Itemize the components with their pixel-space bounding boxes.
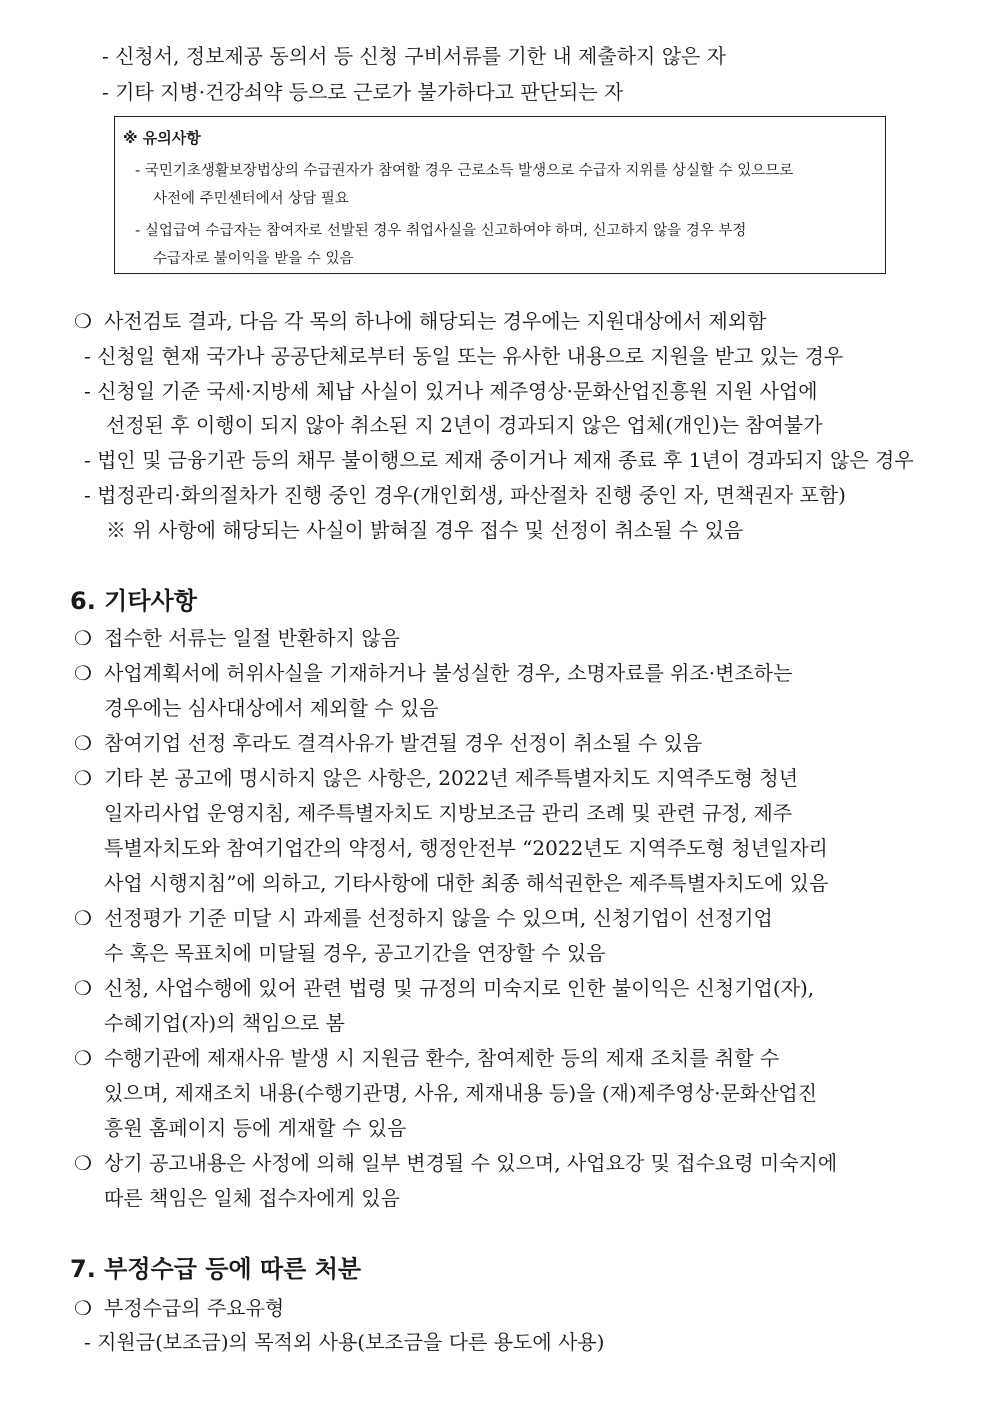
notice-line: - 국민기초생활보장법상의 수급권자가 참여할 경우 근로소득 발생으로 수급자 지위를 상실할 수 있으므로 — [135, 163, 794, 179]
section-6-line: 특별자치도와 참여기업간의 약정서, 행정안전부 “2022년도 지역주도형 청년일자리 — [104, 836, 828, 860]
bullet-circle: ❍ — [74, 766, 92, 790]
requirement-item: - 신청서, 정보제공 동의서 등 신청 구비서류를 기한 내 제출하지 않은 자 — [102, 44, 727, 68]
notice-line: - 실업급여 수급자는 참여자로 선발된 경우 취업사실을 신고하여야 하며, 신고하지 않을 경우 부정 — [135, 223, 747, 239]
exclusion-note: ※ 위 사항에 해당되는 사실이 밝혀질 경우 접수 및 선정이 취소될 수 있음 — [106, 518, 744, 542]
exclusion-lead: 사전검토 결과, 다음 각 목의 하나에 해당되는 경우에는 지원대상에서 제외함 — [104, 309, 767, 333]
notice-line: 사전에 주민센터에서 상담 필요 — [153, 191, 349, 207]
bullet-circle: ❍ — [74, 976, 92, 1000]
notice-title: ※ 유의사항 — [123, 129, 201, 147]
section-6-line: 사업 시행지침”에 의하고, 기타사항에 대한 최종 해석권한은 제주특별자치도에 있음 — [104, 871, 829, 895]
section-6-line: 선정평가 기준 미달 시 과제를 선정하지 않을 수 있으며, 신청기업이 선정기업 — [104, 906, 773, 930]
exclusion-item: - 신청일 현재 국가나 공공단체로부터 동일 또는 유사한 내용으로 지원을 받고 있는 경우 — [84, 344, 844, 368]
bullet-circle: ❍ — [74, 309, 92, 333]
section-6-line: 상기 공고내용은 사정에 의해 일부 변경될 수 있으며, 사업요강 및 접수요령 미숙지에 — [104, 1151, 838, 1175]
section-6-line: 수혜기업(자)의 책임으로 봄 — [104, 1011, 345, 1035]
section-6-line: 접수한 서류는 일절 반환하지 않음 — [104, 626, 400, 650]
bullet-circle: ❍ — [74, 906, 92, 930]
bullet-circle: ❍ — [74, 1151, 92, 1175]
bullet-circle: ❍ — [74, 731, 92, 755]
bullet-circle: ❍ — [74, 626, 92, 650]
section-6-line: 수행기관에 제재사유 발생 시 지원금 환수, 참여제한 등의 제재 조치를 취할 수 — [104, 1046, 780, 1070]
bullet-circle: ❍ — [74, 661, 92, 685]
notice-line: 수급자로 불이익을 받을 수 있음 — [153, 251, 354, 267]
section-6-line: 신청, 사업수행에 있어 관련 법령 및 규정의 미숙지로 인한 불이익은 신청기업(자), — [104, 976, 815, 1000]
section-6-line: 있으며, 제재조치 내용(수행기관명, 사유, 제재내용 등)을 (재)제주영상·문화산업진 — [104, 1081, 818, 1105]
section-6-line: 흥원 홈페이지 등에 게재할 수 있음 — [104, 1116, 407, 1140]
exclusion-item: - 법정관리·화의절차가 진행 중인 경우(개인회생, 파산절차 진행 중인 자, 면책권자 포함) — [84, 483, 846, 507]
notice-box — [114, 116, 886, 274]
requirement-item: - 기타 지병·건강쇠약 등으로 근로가 불가하다고 판단되는 자 — [102, 80, 624, 104]
section-7-item: - 지원금(보조금)의 목적외 사용(보조금을 다른 용도에 사용) — [84, 1330, 605, 1354]
section-6-line: 사업계획서에 허위사실을 기재하거나 불성실한 경우, 소명자료를 위조·변조하는 — [104, 661, 793, 685]
exclusion-item: - 신청일 기준 국세·지방세 체납 사실이 있거나 제주영상·문화산업진흥원 지원 사업에 — [84, 379, 818, 403]
section-6-line: 기타 본 공고에 명시하지 않은 사항은, 2022년 제주특별자치도 지역주도형 청년 — [104, 766, 799, 790]
bullet-circle: ❍ — [74, 1046, 92, 1070]
section-6-line: 일자리사업 운영지침, 제주특별자치도 지방보조금 관리 조례 및 관련 규정, 제주 — [104, 801, 793, 825]
section-6-line: 따른 책임은 일체 접수자에게 있음 — [104, 1186, 400, 1210]
section-6-line: 경우에는 심사대상에서 제외할 수 있음 — [104, 696, 439, 720]
section-7-title: 7. 부정수급 등에 따른 처분 — [70, 1255, 362, 1283]
exclusion-item: - 법인 및 금융기관 등의 채무 불이행으로 제재 중이거나 제재 종료 후 1년이 경과되지 않은 경우 — [84, 448, 914, 472]
section-6-line: 수 혹은 목표치에 미달될 경우, 공고기간을 연장할 수 있음 — [104, 941, 606, 965]
exclusion-item-cont: 선정된 후 이행이 되지 않아 취소된 지 2년이 경과되지 않은 업체(개인)는 참여불가 — [106, 413, 823, 437]
section-6-line: 참여기업 선정 후라도 결격사유가 발견될 경우 선정이 취소될 수 있음 — [104, 731, 703, 755]
section-7-line: 부정수급의 주요유형 — [104, 1296, 285, 1320]
section-6-title: 6. 기타사항 — [70, 587, 197, 615]
bullet-circle: ❍ — [74, 1296, 92, 1320]
